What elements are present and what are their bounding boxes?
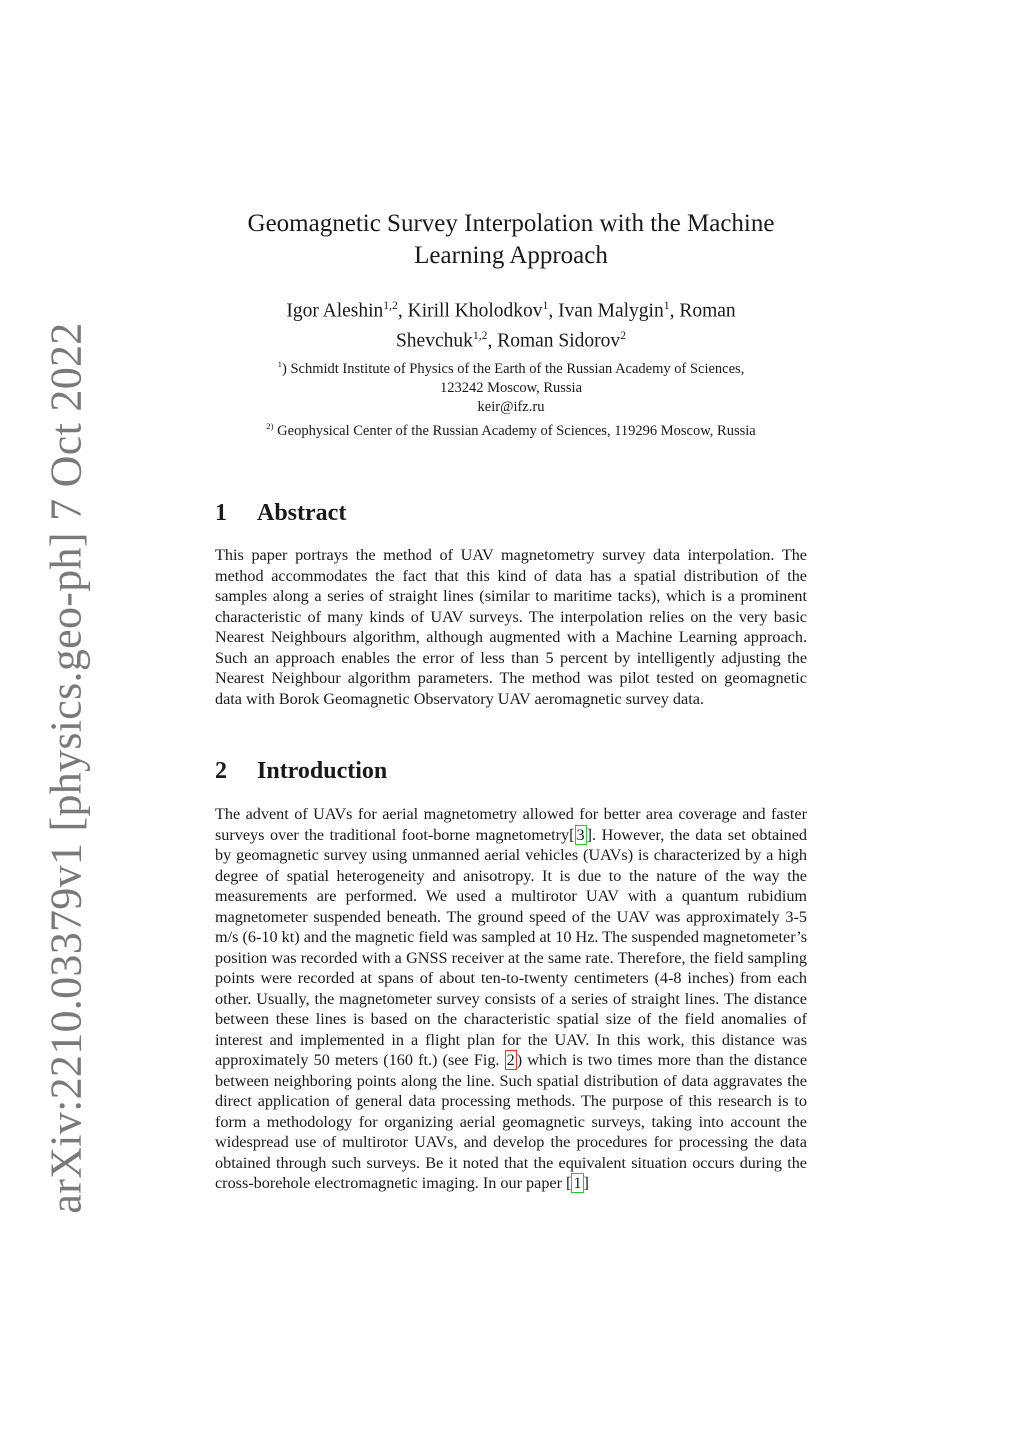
author-name: Shevchuk [395,330,473,351]
author-name: Ivan Malygin [558,300,664,322]
affiliation-2-line-1: Geophysical Center of the Russian Academy of Sciences, 119296 Moscow, Russia [273,422,756,439]
title-line-2: Learning Approach [414,242,608,269]
affiliation-marker: 2) [266,420,274,431]
affiliation-2 [215,417,807,441]
intro-text-part-2: . However, the data set obtained by geomagnetic survey using unmanned aerial vehicles (UAVs) is characterized by a high degree of spatial heterogeneity and anisotropy. It is due to the nature of the way the measurements are performed. We used a multirotor UAV with a quantum rubidium magnetometer suspended beneath. The ground speed of the UAV was approximately 3-5 m/s (6-10 kt) and the magnetic field was sampled at 10 Hz. The suspended magnetometer’s position was recorded with a GNSS receiver at the same rate. Therefore, the field sampling points were recorded at spans of about ten-to-twenty centimeters (4-8 inches) from each other. Usually, the magnetometer survey consists of a series of straight lines. The distance between these lines is based on the characteristic spatial size of the field anomalies of interest and implemented in a flight plan for the UAV. In this work, this distance was approximately 50 meters (160 ft.) (see Fig. [215,825,808,1069]
author-affil-sup: 1,2 [472,328,488,342]
section-title: Introduction [257,758,388,784]
section-title: Abstract [257,500,347,526]
author-affil-sup: 1,2 [383,299,398,312]
affiliation-1 [215,355,807,379]
author-name: Kirill Kholodkov [407,300,543,322]
abstract-paragraph: This paper portrays the method of UAV magnetometry survey data interpolation. The method accommodates the fact that this kind of data has a spatial distribution of the samples along a series of straight lines (similar to maritime tacks), which is a prominent characteristic of many kinds of UAV surveys. The interpolation relies on the very basic Nearest Neighbours algorithm, although augmented with a Machine Learning approach. Such an approach enables the error of less than 5 percent by intelligently adjusting the Nearest Neighbour algorithm parameters. The method was pilot tested on geomagnetic data with Borok Geomagnetic Observatory UAV aeromagnetic survey data. [215,546,807,708]
figure-link[interactable]: 2 [506,1051,515,1069]
author-affil-sup: 1 [663,299,670,312]
author-name: Igor Aleshin [286,300,384,322]
author-name: Roman Sidorov [497,330,621,351]
affiliation-marker: 1 [277,359,283,369]
citation-link[interactable]: 1 [573,1174,582,1192]
author-name: Roman [679,300,736,322]
section-heading-abstract [215,500,807,527]
affiliation-1-line-1: ) Schmidt Institute of Physics of the Earth of the Russian Academy of Sciences, [282,360,745,377]
affiliation-1-line-2: 123242 Moscow, Russia [439,379,583,396]
contact-email[interactable]: keir@ifz.ru [477,398,545,415]
paper-title [215,208,807,272]
intro-text-part-1: The advent of UAVs for aerial magnetometry allowed for better area coverage and faster surveys over the traditional foot-borne magnetometry [215,805,807,844]
title-line-1: Geomagnetic Survey Interpolation with the Machine [247,210,775,237]
intro-text-part-3: ) which is two times more than the distance between neighboring points along the line. Such spatial distribution of data aggravates the direct application of general data processing methods. The purpose of this research is to form a methodology for organizing aerial geomagnetic surveys, taking into account the widespread use of multirotor UAVs, and develop the procedures for processing the data obtained through such surveys. Be it noted that the equivalent situation occurs during the cross-borehole electromagnetic imaging. In our paper [215,1051,808,1192]
citation-link[interactable]: 3 [576,825,585,844]
author-affil-sup: 1 [542,299,549,312]
section-heading-introduction [215,758,807,785]
author-list: Igor Aleshin$^{1,2}$, Kirill Kholodkov$^1$, Ivan Malygin$^1$, Roman Shevchuk$^{1,2}$, Roman Sidorov$^2$ [286,299,736,351]
section-number: 1 [215,500,227,526]
introduction-paragraph: The advent of UAVs for aerial magnetometry allowed for better area coverage and faster surveys over the traditional foot-borne magnetometry[ 3 ]. However, the data set obtained by geomagnetic survey using unmanned aerial vehicles (UAVs) is characterized by a high degree of spatial heterogeneity and anisotropy. It is due to the nature of the way the measurements are performed. We used a multirotor UAV with a quantum rubidium magnetometer suspended beneath. The ground speed of the UAV was approximately 3-5 m/s (6-10 kt) and the magnetic field was sampled at 10 Hz. The suspended magnetometer’s position was recorded with a GNSS receiver at the same rate. Therefore, the field sampling points were recorded at spans of about ten-to-twenty centimeters (4-8 inches) from each other. Usually, the magnetometer survey consists of a series of straight lines. The distance between these lines is based on the characteristic spatial size of the field anomalies of interest and implemented in a flight plan for the UAV. In this work, this distance was approximately 50 meters (160 ft.) (see Fig. 2 ) which is two times more than the distance between neighboring points along the line. Such spatial distribution of data aggravates the direct application of general data processing methods. The purpose of this research is to form a methodology for organizing aerial geomagnetic surveys, taking into account the widespread use of multirotor UAVs, and develop the procedures for processing the data obtained through such surveys. Be it noted that the equivalent situation occurs during the cross-borehole electromagnetic imaging. In our paper [ 1 ] [215,805,808,1192]
author-affil-sup: 2 [620,328,627,342]
title-block [215,208,807,441]
arxiv-sidebar-stamp: arXiv:2210.03379v1 [physics.geo-ph] 7 Oct 2022 [41,322,91,1214]
section-number: 2 [215,758,227,784]
